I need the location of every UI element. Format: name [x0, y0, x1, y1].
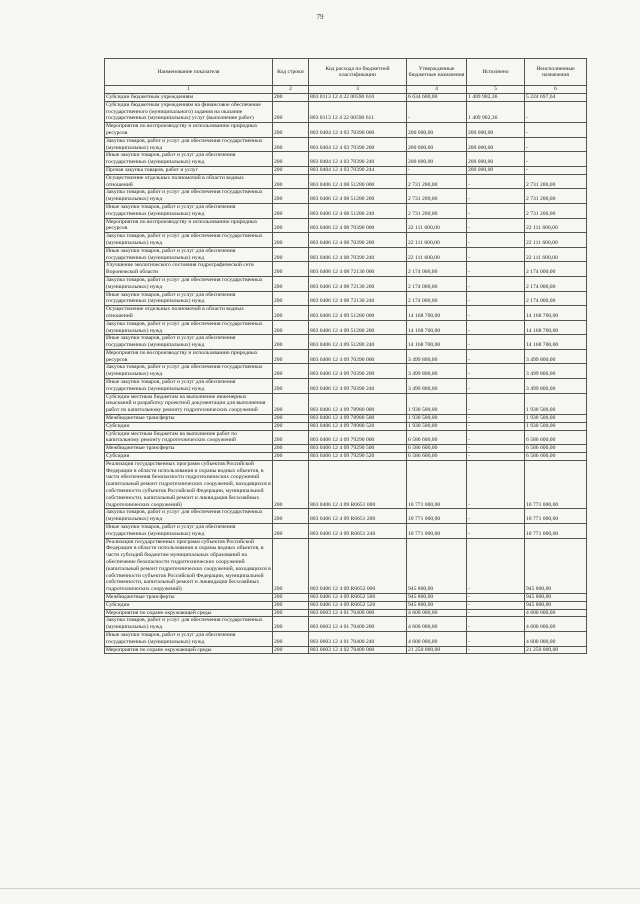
- header-approved: Утвержденные бюджетные назначения: [407, 59, 467, 86]
- row-line-code: 200: [273, 601, 309, 609]
- table-row: [105, 306, 587, 321]
- row-line-code: 200: [273, 509, 309, 524]
- row-approved: 945 800,00: [407, 593, 467, 601]
- row-approved: 2 174 000,00: [407, 262, 467, 277]
- row-name: Мероприятия по охране окружающей среды: [105, 646, 273, 654]
- row-executed: -: [467, 538, 525, 593]
- row-executed: -: [467, 174, 525, 189]
- row-approved: 14 168 700,00: [407, 335, 467, 350]
- table-row: [105, 430, 587, 445]
- row-executed: -: [467, 430, 525, 445]
- row-expense-code: 803 0406 12 4 09 70390 240: [309, 379, 407, 394]
- row-executed: -: [467, 233, 525, 248]
- row-name: Реализация государственных программ субъектов Российской Федерации в области использования и охраны водных объектов, в части субсидий бюджетам муниципальных образований на обеспечение безопасности гидротехнических сооружений (капитальный ремонт гидротехнических сооружений, находящихся в собственности субъектов Российской Федерации, муниципальной собственности, капитальный ремонт и ликвидация бесхозяйных гидротехнических сооружений): [106, 538, 271, 593]
- row-line-code: 200: [273, 306, 309, 321]
- row-name: Закупка товаров, работ и услуг для обеспечения государственных (муниципальных) нужд: [105, 509, 273, 524]
- row-expense-code: 803 0113 12 4 22 00590 611: [309, 101, 407, 122]
- table-row: [105, 364, 587, 379]
- row-line-code: 200: [273, 262, 309, 277]
- row-approved: 10 771 000,00: [407, 524, 467, 539]
- table-row: [105, 509, 587, 524]
- row-approved: 22 111 600,00: [407, 218, 467, 233]
- row-executed: 200 000,00: [467, 123, 525, 138]
- row-approved: 1 930 500,00: [407, 393, 467, 414]
- table-row: [105, 609, 587, 617]
- row-name: Субсидии бюджетным учреждениям на финансовое обеспечение государственного (муниципального) задания на оказание государственных (муниципальных) услуг (выполнение работ): [105, 101, 273, 122]
- row-name: Мероприятия по охране окружающей среды: [105, 609, 273, 617]
- row-remaining: -: [525, 101, 587, 122]
- row-name: Субсидии местным бюджетам на выполнение инженерных изысканий и разработку проектной документации для выполнения работ по капитальному ремонту гидротехнических сооружений: [105, 393, 273, 414]
- row-expense-code: 803 0406 12 4 09 51280 240: [309, 335, 407, 350]
- row-approved: 3 499 800,00: [407, 349, 467, 364]
- row-expense-code: 803 0406 12 4 08 72130 240: [309, 291, 407, 306]
- row-expense-code: 803 0406 12 4 09 70390 200: [309, 364, 407, 379]
- table-row: [105, 460, 587, 509]
- row-remaining: -: [525, 123, 587, 138]
- row-expense-code: 803 0406 12 4 09 51280 200: [309, 320, 407, 335]
- table-row: [105, 189, 587, 204]
- page-bottom-edge: [0, 888, 640, 889]
- row-executed: -: [467, 349, 525, 364]
- row-executed: -: [467, 445, 525, 453]
- row-name: Субсидии бюджетным учреждениям: [105, 94, 273, 102]
- row-line-code: 200: [273, 291, 309, 306]
- row-remaining: 10 771 000,00: [525, 460, 587, 509]
- row-expense-code: 803 0404 12 4 03 70390 000: [309, 123, 407, 138]
- row-expense-code: 803 0406 12 4 09 70390 000: [309, 349, 407, 364]
- row-approved: 2 731 200,00: [407, 174, 467, 189]
- row-remaining: 945 800,00: [525, 601, 587, 609]
- row-line-code: 200: [273, 233, 309, 248]
- column-number: 5: [467, 86, 525, 94]
- row-line-code: 200: [273, 422, 309, 430]
- row-executed: -: [467, 460, 525, 509]
- row-executed: -: [467, 422, 525, 430]
- row-remaining: 2 731 200,00: [525, 203, 587, 218]
- row-remaining: 1 930 500,00: [525, 422, 587, 430]
- row-approved: 2 174 000,00: [407, 291, 467, 306]
- row-name: Мероприятия по воспроизводству и использованию природных ресурсов: [105, 349, 273, 364]
- row-line-code: 200: [273, 335, 309, 350]
- table-row: [105, 203, 587, 218]
- row-executed: -: [467, 364, 525, 379]
- table-row: [105, 379, 587, 394]
- row-line-code: 200: [273, 137, 309, 152]
- row-executed: -: [467, 601, 525, 609]
- table-row: [105, 617, 587, 632]
- row-executed: 200 000,00: [467, 137, 525, 152]
- table-row: [105, 218, 587, 233]
- row-expense-code: 803 0406 12 4 09 R0651 200: [309, 509, 407, 524]
- row-line-code: 200: [273, 524, 309, 539]
- row-executed: -: [467, 262, 525, 277]
- row-name: Иные закупки товаров, работ и услуг для обеспечения государственных (муниципальных) нужд: [105, 291, 273, 306]
- row-remaining: -: [525, 152, 587, 167]
- row-expense-code: 803 0603 12 4 02 70400 000: [309, 646, 407, 654]
- row-approved: 6 586 600,00: [407, 453, 467, 461]
- row-line-code: 200: [273, 631, 309, 646]
- row-name: Субсидии: [105, 453, 273, 461]
- row-executed: -: [467, 617, 525, 632]
- row-approved: 945 800,00: [407, 538, 467, 593]
- table-row: [105, 291, 587, 306]
- row-approved: 200 000,00: [407, 123, 467, 138]
- row-line-code: 200: [273, 379, 309, 394]
- row-line-code: 200: [273, 430, 309, 445]
- row-executed: -: [467, 524, 525, 539]
- row-approved: 21 250 000,00: [407, 646, 467, 654]
- table-row: [105, 415, 587, 423]
- row-executed: -: [467, 609, 525, 617]
- row-executed: 1 409 902,36: [467, 101, 525, 122]
- row-name: Иные закупки товаров, работ и услуг для обеспечения государственных (муниципальных) нужд: [105, 247, 273, 262]
- row-line-code: 200: [273, 646, 309, 654]
- row-remaining: 2 174 000,00: [525, 291, 587, 306]
- row-name: Иные закупки товаров, работ и услуг для обеспечения государственных (муниципальных) нужд: [105, 631, 273, 646]
- row-line-code: 200: [273, 415, 309, 423]
- table-row: [105, 137, 587, 152]
- table-row: [105, 247, 587, 262]
- row-line-code: 200: [273, 364, 309, 379]
- row-approved: -: [407, 166, 467, 174]
- row-name: Иные закупки товаров, работ и услуг для обеспечения государственных (муниципальных) нужд: [105, 152, 273, 167]
- row-expense-code: 803 0404 12 4 03 70390 200: [309, 137, 407, 152]
- row-name: Закупка товаров, работ и услуг для обеспечения государственных (муниципальных) нужд: [105, 233, 273, 248]
- header-indicator-name: Наименование показателя: [105, 59, 273, 86]
- row-name: Закупка товаров, работ и услуг для обеспечения государственных (муниципальных) нужд: [105, 320, 273, 335]
- row-line-code: 200: [273, 203, 309, 218]
- row-approved: 945 800,00: [407, 601, 467, 609]
- row-remaining: 21 250 000,00: [525, 646, 587, 654]
- table-row: [105, 445, 587, 453]
- row-executed: -: [467, 247, 525, 262]
- row-line-code: 200: [273, 538, 309, 593]
- row-approved: -: [407, 101, 467, 122]
- row-remaining: 3 499 800,00: [525, 379, 587, 394]
- row-expense-code: 803 0603 12 4 01 70400 240: [309, 631, 407, 646]
- row-remaining: 2 731 200,00: [525, 189, 587, 204]
- table-row: [105, 152, 587, 167]
- row-name: Иные закупки товаров, работ и услуг для обеспечения государственных (муниципальных) нужд: [105, 379, 273, 394]
- row-expense-code: 803 0406 12 4 09 51280 000: [309, 306, 407, 321]
- table-row: [105, 593, 587, 601]
- row-approved: 3 499 800,00: [407, 364, 467, 379]
- row-line-code: 200: [273, 218, 309, 233]
- row-approved: 1 930 500,00: [407, 415, 467, 423]
- table-row: [105, 646, 587, 654]
- row-remaining: 10 771 000,00: [525, 524, 587, 539]
- table-row: [105, 174, 587, 189]
- row-name: Мероприятия по воспроизводству и использованию природных ресурсов: [105, 123, 273, 138]
- table-row: [105, 631, 587, 646]
- column-number: 2: [273, 86, 309, 94]
- row-executed: -: [467, 291, 525, 306]
- row-remaining: 4 600 000,00: [525, 617, 587, 632]
- page-number: 79: [316, 13, 324, 21]
- row-name: Закупка товаров, работ и услуг для обеспечения государственных (муниципальных) нужд: [105, 617, 273, 632]
- row-approved: 6 586 600,00: [407, 445, 467, 453]
- row-line-code: 200: [273, 189, 309, 204]
- budget-execution-table: [104, 58, 587, 654]
- header-expense-code: Код расхода по бюджетной классификации: [309, 59, 407, 86]
- row-approved: 4 600 000,00: [407, 631, 467, 646]
- row-remaining: 5 224 697,64: [525, 94, 587, 102]
- table-header-row: [105, 59, 587, 86]
- row-executed: -: [467, 306, 525, 321]
- row-name: Межбюджетные трансферты: [105, 593, 273, 601]
- row-expense-code: 803 0406 12 4 09 79290 520: [309, 453, 407, 461]
- row-expense-code: 803 0406 12 4 09 79290 000: [309, 430, 407, 445]
- row-remaining: 4 600 000,00: [525, 609, 587, 617]
- row-expense-code: 803 0406 12 4 09 R0652 520: [309, 601, 407, 609]
- row-name: Закупка товаров, работ и услуг для обеспечения государственных (муниципальных) нужд: [105, 276, 273, 291]
- row-expense-code: 803 0406 12 4 09 R0652 500: [309, 593, 407, 601]
- row-name: Субсидии: [105, 601, 273, 609]
- row-expense-code: 803 0406 12 4 08 51280 000: [309, 174, 407, 189]
- row-executed: -: [467, 646, 525, 654]
- row-remaining: 6 586 600,00: [525, 453, 587, 461]
- column-number: 4: [407, 86, 467, 94]
- row-name: Закупка товаров, работ и услуг для обеспечения государственных (муниципальных) нужд: [105, 364, 273, 379]
- row-remaining: -: [525, 166, 587, 174]
- row-remaining: 14 168 700,00: [525, 320, 587, 335]
- row-approved: 6 586 600,00: [407, 430, 467, 445]
- column-number-row: [105, 86, 587, 94]
- header-line-code: Код строки: [273, 59, 309, 86]
- row-expense-code: 803 0406 12 4 08 70390 200: [309, 233, 407, 248]
- row-line-code: 200: [273, 101, 309, 122]
- table-row: [105, 453, 587, 461]
- table-row: [105, 538, 587, 593]
- row-expense-code: 803 0406 12 4 09 78980 000: [309, 393, 407, 414]
- row-executed: 1 409 902,36: [467, 94, 525, 102]
- table-row: [105, 320, 587, 335]
- row-remaining: 22 111 600,00: [525, 233, 587, 248]
- row-line-code: 200: [273, 94, 309, 102]
- row-executed: -: [467, 379, 525, 394]
- row-name: Реализация государственных программ субъектов Российской Федерации в области использования и охраны водных объектов, в части обеспечения безопасности гидротехнических сооружений (капитальный ремонт гидротехнических сооружений, находящихся в собственности субъектов Российской Федерации, муниципальной собственности, капитальный ремонт и ликвидация бесхозяйных гидротехнических сооружений): [106, 460, 271, 508]
- table-row: [105, 123, 587, 138]
- row-line-code: 200: [273, 453, 309, 461]
- row-executed: -: [467, 203, 525, 218]
- row-expense-code: 803 0406 12 4 09 79290 500: [309, 445, 407, 453]
- row-remaining: 945 800,00: [525, 538, 587, 593]
- row-name: Субсидии местным бюджетам на выполнение работ по капитальному ремонту гидротехнических сооружений: [105, 430, 273, 445]
- row-remaining: 14 168 700,00: [525, 306, 587, 321]
- row-name: Осуществление отдельных полномочий в области водных отношений: [105, 306, 273, 321]
- row-remaining: 22 111 600,00: [525, 247, 587, 262]
- row-executed: -: [467, 218, 525, 233]
- row-remaining: 6 586 600,00: [525, 430, 587, 445]
- row-expense-code: 803 0406 12 4 08 72130 000: [309, 262, 407, 277]
- row-approved: 2 731 200,00: [407, 203, 467, 218]
- column-number: 3: [309, 86, 407, 94]
- table-row: [105, 601, 587, 609]
- row-approved: 200 000,00: [407, 152, 467, 167]
- row-name: Закупка товаров, работ и услуг для обеспечения государственных (муниципальных) нужд: [105, 189, 273, 204]
- table-row: [105, 94, 587, 102]
- row-executed: -: [467, 509, 525, 524]
- row-approved: 3 499 800,00: [407, 379, 467, 394]
- row-line-code: 200: [273, 445, 309, 453]
- row-name: Межбюджетные трансферты: [105, 415, 273, 423]
- table-row: [105, 422, 587, 430]
- row-expense-code: 803 0406 12 4 08 51280 200: [309, 189, 407, 204]
- row-remaining: 1 930 500,00: [525, 393, 587, 414]
- row-line-code: 200: [273, 593, 309, 601]
- row-executed: -: [467, 453, 525, 461]
- row-remaining: 22 111 600,00: [525, 218, 587, 233]
- row-executed: -: [467, 593, 525, 601]
- row-name: Прочая закупка товаров, работ и услуг: [105, 166, 273, 174]
- row-expense-code: 803 0406 12 4 08 70390 000: [309, 218, 407, 233]
- row-line-code: 200: [273, 247, 309, 262]
- row-expense-code: 803 0603 12 4 01 70400 000: [309, 609, 407, 617]
- row-name: Субсидии: [105, 422, 273, 430]
- row-name: Улучшение экологического состояния гидрографической сети Воронежской области: [105, 262, 273, 277]
- row-expense-code: 803 0406 12 4 09 78980 520: [309, 422, 407, 430]
- row-line-code: 200: [273, 349, 309, 364]
- row-line-code: 200: [273, 320, 309, 335]
- table-row: [105, 524, 587, 539]
- row-remaining: 14 168 700,00: [525, 335, 587, 350]
- row-remaining: 3 499 800,00: [525, 349, 587, 364]
- row-line-code: 200: [273, 166, 309, 174]
- header-remaining: Неисполненные назначения: [525, 59, 587, 86]
- row-executed: -: [467, 335, 525, 350]
- table-row: [105, 166, 587, 174]
- row-line-code: 200: [273, 174, 309, 189]
- row-remaining: 10 771 000,00: [525, 509, 587, 524]
- row-executed: -: [467, 189, 525, 204]
- table-row: [105, 233, 587, 248]
- row-remaining: 4 600 000,00: [525, 631, 587, 646]
- row-expense-code: 803 0406 12 4 09 78980 500: [309, 415, 407, 423]
- row-name: Осуществление отдельных полномочий в области водных отношений: [105, 174, 273, 189]
- row-expense-code: 803 0603 12 4 01 70400 200: [309, 617, 407, 632]
- row-approved: 2 731 200,00: [407, 189, 467, 204]
- table-row: [105, 262, 587, 277]
- row-remaining: 3 499 800,00: [525, 364, 587, 379]
- row-line-code: 200: [273, 152, 309, 167]
- row-approved: 22 111 600,00: [407, 233, 467, 248]
- row-expense-code: 803 0404 12 4 03 70390 244: [309, 166, 407, 174]
- row-remaining: 6 586 600,00: [525, 445, 587, 453]
- row-remaining: 2 731 200,00: [525, 174, 587, 189]
- table-row: [105, 276, 587, 291]
- row-executed: -: [467, 320, 525, 335]
- table-row: [105, 393, 587, 414]
- row-line-code: 200: [273, 393, 309, 414]
- row-executed: 200 000,00: [467, 152, 525, 167]
- row-approved: 22 111 600,00: [407, 247, 467, 262]
- column-number: 1: [105, 86, 273, 94]
- row-line-code: 200: [273, 123, 309, 138]
- row-name: Закупка товаров, работ и услуг для обеспечения государственных (муниципальных) нужд: [105, 137, 273, 152]
- row-approved: 14 168 700,00: [407, 320, 467, 335]
- row-expense-code: 803 0406 12 4 08 70390 240: [309, 247, 407, 262]
- row-expense-code: 803 0406 12 4 09 R0651 000: [309, 460, 407, 509]
- row-line-code: 200: [273, 617, 309, 632]
- row-expense-code: 803 0406 12 4 09 R0652 000: [309, 538, 407, 593]
- row-approved: 4 600 000,00: [407, 617, 467, 632]
- row-expense-code: 803 0113 12 4 22 00590 610: [309, 94, 407, 102]
- row-executed: 200 000,00: [467, 166, 525, 174]
- row-line-code: 200: [273, 609, 309, 617]
- table-row: [105, 349, 587, 364]
- row-name: Иные закупки товаров, работ и услуг для обеспечения государственных (муниципальных) нужд: [105, 335, 273, 350]
- row-expense-code: 803 0404 12 4 03 70390 240: [309, 152, 407, 167]
- header-executed: Исполнено: [467, 59, 525, 86]
- row-name: Мероприятия по воспроизводству и использованию природных ресурсов: [105, 218, 273, 233]
- row-line-code: 200: [273, 276, 309, 291]
- row-name: Иные закупки товаров, работ и услуг для обеспечения государственных (муниципальных) нужд: [105, 203, 273, 218]
- row-approved: 10 771 000,00: [407, 509, 467, 524]
- row-approved: 14 168 700,00: [407, 306, 467, 321]
- row-name: Иные закупки товаров, работ и услуг для обеспечения государственных (муниципальных) нужд: [105, 524, 273, 539]
- row-approved: 200 000,00: [407, 137, 467, 152]
- row-expense-code: 803 0406 12 4 08 51280 240: [309, 203, 407, 218]
- row-remaining: -: [525, 137, 587, 152]
- row-name: Межбюджетные трансферты: [105, 445, 273, 453]
- row-approved: 4 600 000,00: [407, 609, 467, 617]
- row-executed: -: [467, 631, 525, 646]
- row-remaining: 1 930 500,00: [525, 415, 587, 423]
- row-approved: 2 174 000,00: [407, 276, 467, 291]
- row-line-code: 200: [273, 460, 309, 509]
- table-row: [105, 101, 587, 122]
- row-executed: -: [467, 393, 525, 414]
- row-remaining: 2 174 000,00: [525, 276, 587, 291]
- row-approved: 1 930 500,00: [407, 422, 467, 430]
- row-executed: -: [467, 415, 525, 423]
- column-number: 6: [525, 86, 587, 94]
- row-expense-code: 803 0406 12 4 09 R0651 240: [309, 524, 407, 539]
- row-remaining: 945 800,00: [525, 593, 587, 601]
- row-remaining: 2 174 000,00: [525, 262, 587, 277]
- row-expense-code: 803 0406 12 4 08 72130 200: [309, 276, 407, 291]
- row-executed: -: [467, 276, 525, 291]
- row-approved: 10 771 000,00: [407, 460, 467, 509]
- row-approved: 6 634 600,00: [407, 94, 467, 102]
- table-row: [105, 335, 587, 350]
